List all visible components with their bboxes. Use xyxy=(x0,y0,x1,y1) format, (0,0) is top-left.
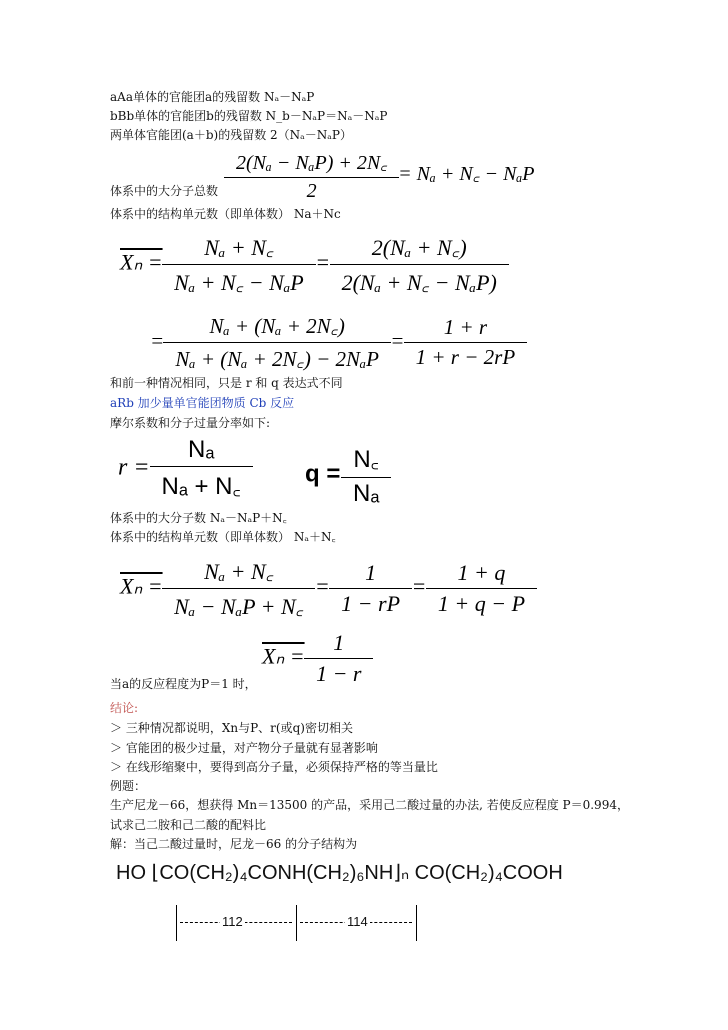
text-line: 解：当己二酸过量时，尼龙－66 的分子结构为 xyxy=(110,837,358,851)
text-line: bBb单体的官能团b的残留数 N_b－NₐP＝Nₐ－NₐP xyxy=(110,109,388,123)
bracket-left xyxy=(176,905,177,941)
equation-xn-3: Xₙ = $\frac{\text{Nₐ + N꜀}}{\text{Nₐ − NₐP + N꜀}}$ = $\frac{1}{1 - rP}$ = $\frac{1 + q}{1 + q - P}$ xyxy=(120,556,531,621)
conclusion-heading: 结论: xyxy=(110,701,139,715)
text-line: ＞ 官能团的极少过量，对产物分子量就有显著影响 xyxy=(110,741,378,755)
text-line: 两单体官能团(a＋b)的残留数 2（Nₐ－NₐP） xyxy=(110,128,352,142)
text-line: ＞ 在线形缩聚中，要得到高分子量，必须保持严格的等当量比 xyxy=(110,760,438,774)
text-line: 体系中的结构单元数（即单体数） Nₐ＋N꜀ xyxy=(110,530,336,544)
equation-xn-1: Xₙ = $\frac{\text{Nₐ + N꜀}}{\text{Nₐ + N꜀ − NₐP}}$ = $\frac{\text{2(Nₐ + N꜀)}}{\text{2(Nₐ + N꜀ − NₐP)}}$ xyxy=(120,232,503,297)
text-line: 摩尔系数和分子过量分率如下: xyxy=(110,416,271,430)
text-line: 试求己二胺和己二酸的配料比 xyxy=(110,818,267,832)
equation-xn-2: = $\frac{\text{Nₐ + (Nₐ + 2N꜀)}}{\text{Nₐ + (Nₐ + 2N꜀) − 2NₐP}}$ = $\frac{1 + r}{1 + r - 2rP}$ xyxy=(150,312,521,373)
text-line: 和前一种情况相同，只是 r 和 q 表达式不同 xyxy=(110,376,343,390)
text-line: 体系中的大分子数 Nₐ－NₐP＋N꜀ xyxy=(110,511,287,525)
text-line: 体系中的大分子总数 xyxy=(110,184,219,198)
text-line: 当a的反应程度为P＝1 时， xyxy=(110,677,257,691)
text-line: 体系中的结构单元数（即单体数） Na＋Nc xyxy=(110,207,341,221)
equation-r: r = $\frac{\text{Nₐ}}{\text{Nₐ + N꜀}}$ xyxy=(118,436,247,502)
bracket-mid xyxy=(296,905,297,941)
text-line: 例题： xyxy=(110,779,147,793)
equation-xn-limit: Xₙ = $\frac{1}{1 - r}$ xyxy=(262,630,367,687)
segment-mass-114: 114 xyxy=(347,914,368,929)
segment-mass-112: 112 xyxy=(222,914,243,929)
bracket-right xyxy=(416,905,417,941)
equation-q: q = $\frac{N꜀}{\text{Nₐ}}$ xyxy=(305,442,385,508)
text-line: ＞ 三种情况都说明，Xn与P、r(或q)密切相关 xyxy=(110,721,353,735)
nylon66-structure: HO ⌊CO(CH₂)₄CONH(CH₂)₆NH⌋ₙ CO(CH₂)₄COOH xyxy=(116,862,563,884)
equation-total-macromolecules: $\frac{\text{2(Nₐ − NₐP) + 2N꜀}}{2}$ = Nₐ + N꜀ − NₐP xyxy=(230,148,535,203)
text-line: aAa单体的官能团a的残留数 Nₐ－NₐP xyxy=(110,90,315,104)
text-line: aRb 加少量单官能团物质 Cb 反应 xyxy=(110,396,295,410)
text-line: 生产尼龙－66，想获得 Mn＝13500 的产品，采用己二酸过量的办法, 若使反应程度 P＝0.994， xyxy=(110,798,629,812)
